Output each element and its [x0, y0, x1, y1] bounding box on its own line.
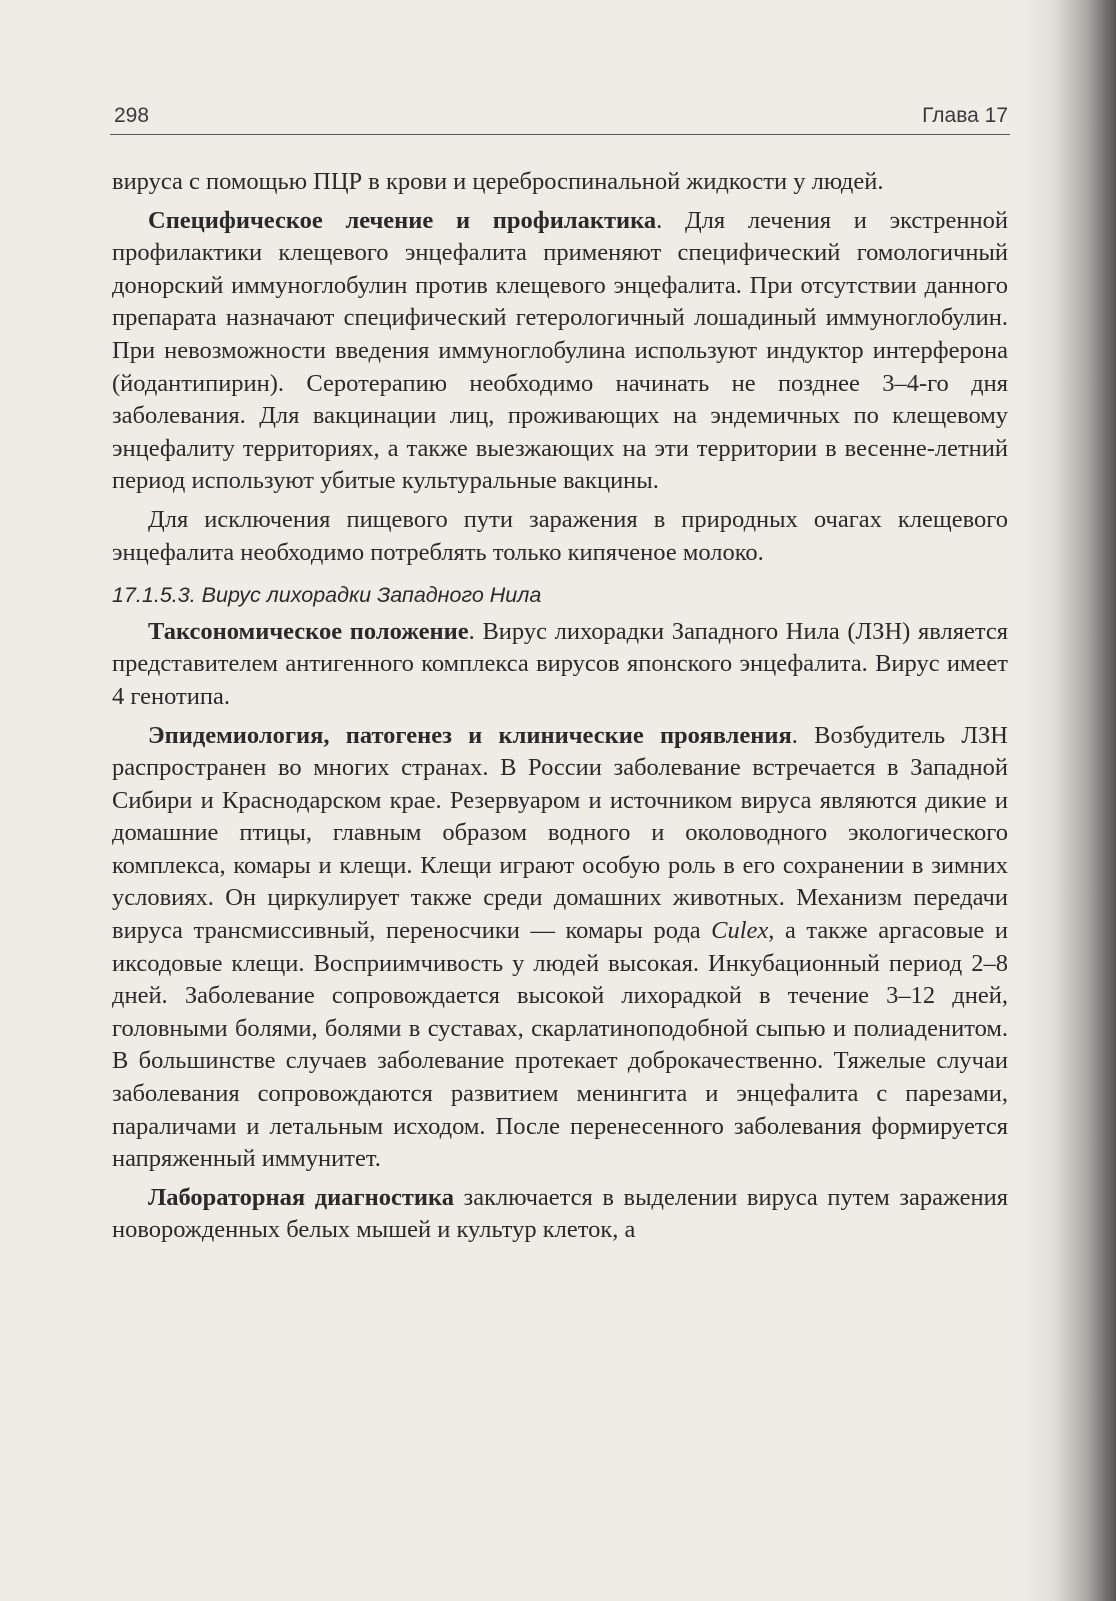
paragraph-heading: Специфическое лечение и профилактика	[148, 206, 657, 234]
page-number: 298	[114, 104, 150, 127]
paragraph-continued: вируса с помощью ПЦР в крови и цереброспинальной жидкости у людей.	[112, 168, 884, 195]
body-text	[112, 166, 1008, 1247]
paragraph-text: . Возбудитель ЛЗН распространен во многих странах. В России заболевание встречается в Западной Сибири и Краснодарском крае. Резервуаром и источником вируса являются дикие и домашние птицы, главным образом водного и околоводного экологического комплекса, комары и клещи. Клещи играют особую роль в его сохранении в зимних условиях. Он циркулирует также среди домашних животных. Механизм передачи вируса трансмиссивный, переносчики — комары рода	[112, 721, 1008, 945]
paragraph-heading: Эпидемиология, патогенез и клинические проявления	[148, 721, 792, 749]
paragraph-text: , а также аргасовые и иксодовые клещи. Восприимчивость у людей высокая. Инкубационный период 2–8 дней. Заболевание сопровождается высокой лихорадкой в течение 3–12 дней, головными болями, болями в суставах, скарлатиноподобной сыпью и полиаденитом. В большинстве случаев заболевание протекает доброкачественно. Тяжелые случаи заболевания сопровождаются развитием менингита и энцефалита с парезами, параличами и летальным исходом. После перенесенного заболевания формируется напряженный иммунитет.	[112, 917, 1008, 1173]
genus-name: Culex	[711, 917, 769, 945]
paragraph-milk: Для исключения пищевого пути заражения в природных очагах клещевого энцефалита необходимо потреблять только кипяченое молоко.	[112, 505, 1008, 566]
paragraph-text: . Для лечения и экстренной профилактики клещевого энцефалита применяют специфический гомологичный донорский иммуноглобулин против клещевого энцефалита. При отсутствии данного препарата назначают специфический гетерологичный лошадиный иммуноглобулин. При невозможности введения иммуноглобулина используют индуктор интерферона (йодантипирин). Серотерапию необходимо начинать не позднее 3–4-го дня заболевания. Для вакцинации лиц, проживающих на эндемичных по клещевому энцефалиту территориях, а также выезжающих на эти территории в весенне-летний период используют убитые культуральные вакцины.	[112, 206, 1008, 495]
paragraph-heading: Таксономическое положение	[148, 617, 469, 645]
paragraph-heading: Лабораторная диагностика	[148, 1183, 454, 1211]
paragraph-taxonomy	[112, 616, 1008, 714]
paragraph-diagnostics	[112, 1182, 1008, 1247]
chapter-title: Глава 17	[922, 104, 1008, 127]
paragraph-text: заключается в выделении вируса путем заражения новорожденных белых мышей и культур клеток, а	[112, 1183, 1009, 1244]
paragraph-epidemiology	[112, 720, 1008, 1176]
running-header	[110, 100, 1010, 135]
paragraph-treatment	[112, 205, 1008, 498]
subsection-title: 17.1.5.3. Вирус лихорадки Западного Нила	[112, 583, 542, 608]
paragraph-text: . Вирус лихорадки Западного Нила (ЛЗН) является представителем антигенного комплекса вирусов японского энцефалита. Вирус имеет 4 генотипа.	[112, 617, 1009, 710]
page-edge-shadow	[1021, 0, 1116, 1601]
